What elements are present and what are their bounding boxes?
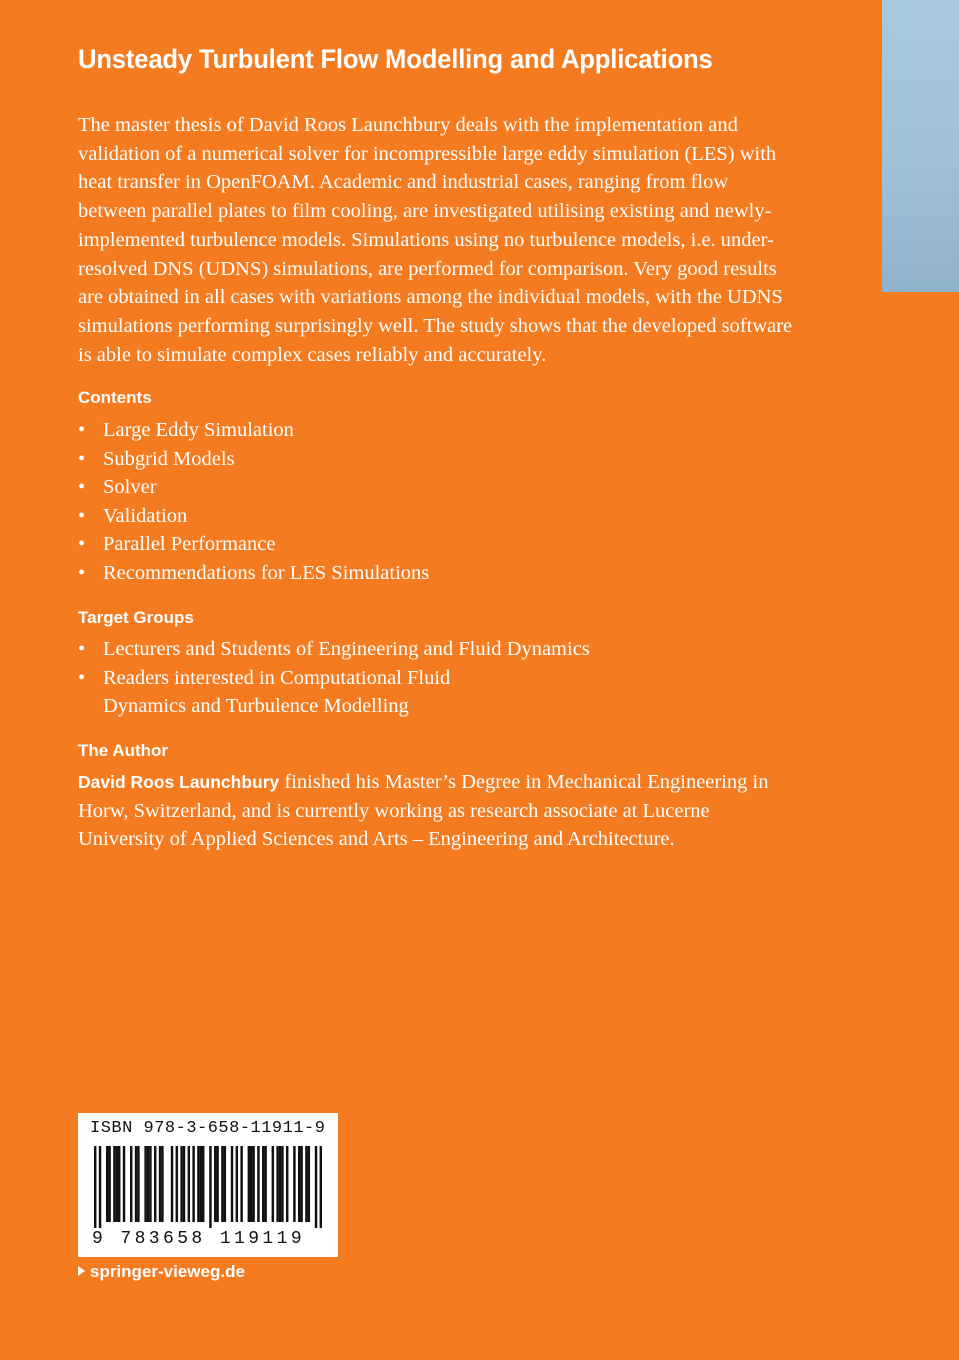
barcode-bar xyxy=(221,1146,223,1222)
bullet-icon: • xyxy=(78,666,86,689)
barcode-bar xyxy=(154,1146,156,1222)
barcode-bar xyxy=(116,1146,118,1222)
target-groups-heading: Target Groups xyxy=(78,608,194,627)
barcode-bar xyxy=(118,1146,120,1222)
barcode-bar xyxy=(293,1146,295,1222)
list-item: • Validation xyxy=(78,502,429,531)
barcode-bar xyxy=(183,1146,185,1222)
arrow-right-icon xyxy=(78,1266,85,1276)
isbn-barcode xyxy=(78,1113,338,1257)
barcode-bar xyxy=(300,1146,302,1222)
barcode-bar xyxy=(200,1146,202,1222)
barcode-bar xyxy=(240,1146,242,1222)
barcode-bar xyxy=(216,1146,218,1222)
barcode-bar xyxy=(298,1146,300,1222)
barcode-bar xyxy=(108,1146,110,1222)
barcode-bar xyxy=(180,1146,182,1222)
list-item: • Recommendations for LES Simulations xyxy=(78,559,429,588)
ean-number: 9 783658 119119 xyxy=(92,1229,306,1249)
bullet-icon: • xyxy=(78,476,86,499)
barcode-bar xyxy=(197,1146,199,1222)
barcode-bar xyxy=(144,1146,146,1222)
barcode-bar xyxy=(99,1146,101,1228)
barcode-bar xyxy=(188,1146,190,1222)
barcode-bar xyxy=(305,1146,307,1222)
barcode-bars xyxy=(94,1146,322,1228)
list-item: • Large Eddy Simulation xyxy=(78,416,429,445)
list-item: • Parallel Performance xyxy=(78,530,429,559)
list-item: • Subgrid Models xyxy=(78,445,429,474)
barcode-bar xyxy=(231,1146,233,1222)
contents-heading: Contents xyxy=(78,388,152,407)
bullet-icon: • xyxy=(78,447,86,470)
barcode-bar xyxy=(276,1146,278,1222)
barcode-bar xyxy=(272,1146,274,1222)
author-bio xyxy=(78,768,794,854)
barcode-bar xyxy=(209,1146,211,1228)
list-item: • Readers interested in Computational Fluid xyxy=(78,664,590,693)
barcode-bar xyxy=(192,1146,194,1222)
barcode-bar xyxy=(286,1146,288,1222)
barcode-bar xyxy=(281,1146,283,1222)
author-bio-text: finished his Master’s Degree in Mechanical Engineering in Horw, Switzerland, and is currently working as research associate at Lucerne University of Applied Sciences and Arts – Engineering and Architecture. xyxy=(78,771,769,851)
barcode-bar xyxy=(137,1146,139,1222)
barcode-bar xyxy=(202,1146,204,1222)
bullet-icon: • xyxy=(78,638,86,660)
barcode-bar xyxy=(214,1146,216,1222)
barcode-bar xyxy=(147,1146,149,1222)
barcode-bar xyxy=(252,1146,254,1222)
barcode-bar xyxy=(308,1146,310,1222)
author-heading: The Author xyxy=(78,741,169,760)
barcode-bar xyxy=(176,1146,178,1222)
list-item: • Solver xyxy=(78,473,429,502)
barcode-bar xyxy=(257,1146,259,1222)
barcode-bar xyxy=(113,1146,115,1222)
list-item: • Lecturers and Students of Engineering and Fluid Dynamics xyxy=(78,635,590,664)
barcode-bar xyxy=(123,1146,125,1222)
contents-list xyxy=(78,416,429,588)
barcode-bar xyxy=(149,1146,151,1222)
barcode-bar xyxy=(106,1146,108,1222)
barcode-bar xyxy=(320,1146,322,1228)
barcode-bar xyxy=(159,1146,161,1222)
barcode-bar xyxy=(315,1146,317,1228)
barcode-bar xyxy=(262,1146,264,1222)
author-name: David Roos Launchbury xyxy=(78,772,280,792)
barcode-bar xyxy=(94,1146,96,1228)
barcode-bar xyxy=(250,1146,252,1222)
barcode-bar xyxy=(248,1146,250,1222)
barcode-bar xyxy=(130,1146,132,1222)
target-groups-list xyxy=(78,635,590,721)
book-title: Unsteady Turbulent Flow Modelling and Applications xyxy=(78,44,713,74)
bullet-icon: • xyxy=(78,533,86,556)
barcode-bar xyxy=(135,1146,137,1222)
barcode-bar xyxy=(161,1146,163,1222)
bullet-icon: • xyxy=(78,561,86,584)
bullet-icon: • xyxy=(78,419,86,441)
barcode-bar xyxy=(236,1146,238,1222)
book-summary: The master thesis of David Roos Launchbury deals with the implementation and validation of a numerical solver for incompressible large eddy simulation (LES) with heat transfer in OpenFOAM. Academic and industrial cases, ranging from flow between parallel plates to film cooling, are investigated utilising existing and newly-implemented turbulence models. Simulations using no turbulence models, i.e. under-resolved DNS (UDNS) simulations, are performed for comparison. Very good results are obtained in all cases with variations among the individual models, with the UDNS simulations performing surprisingly well. The study shows that the developed software is able to simulate complex cases reliably and accurately. xyxy=(78,114,793,366)
publisher-url[interactable]: springer-vieweg.de xyxy=(78,1262,245,1282)
bullet-icon: • xyxy=(78,504,86,527)
barcode-bar xyxy=(279,1146,281,1222)
barcode-bar xyxy=(224,1146,226,1222)
isbn-number: ISBN 978-3-658-11911-9 xyxy=(90,1119,326,1138)
spine-color-strip xyxy=(882,0,959,292)
list-item-continuation: Dynamics and Turbulence Modelling xyxy=(103,695,409,718)
barcode-bar xyxy=(264,1146,266,1222)
barcode-bar xyxy=(171,1146,173,1222)
